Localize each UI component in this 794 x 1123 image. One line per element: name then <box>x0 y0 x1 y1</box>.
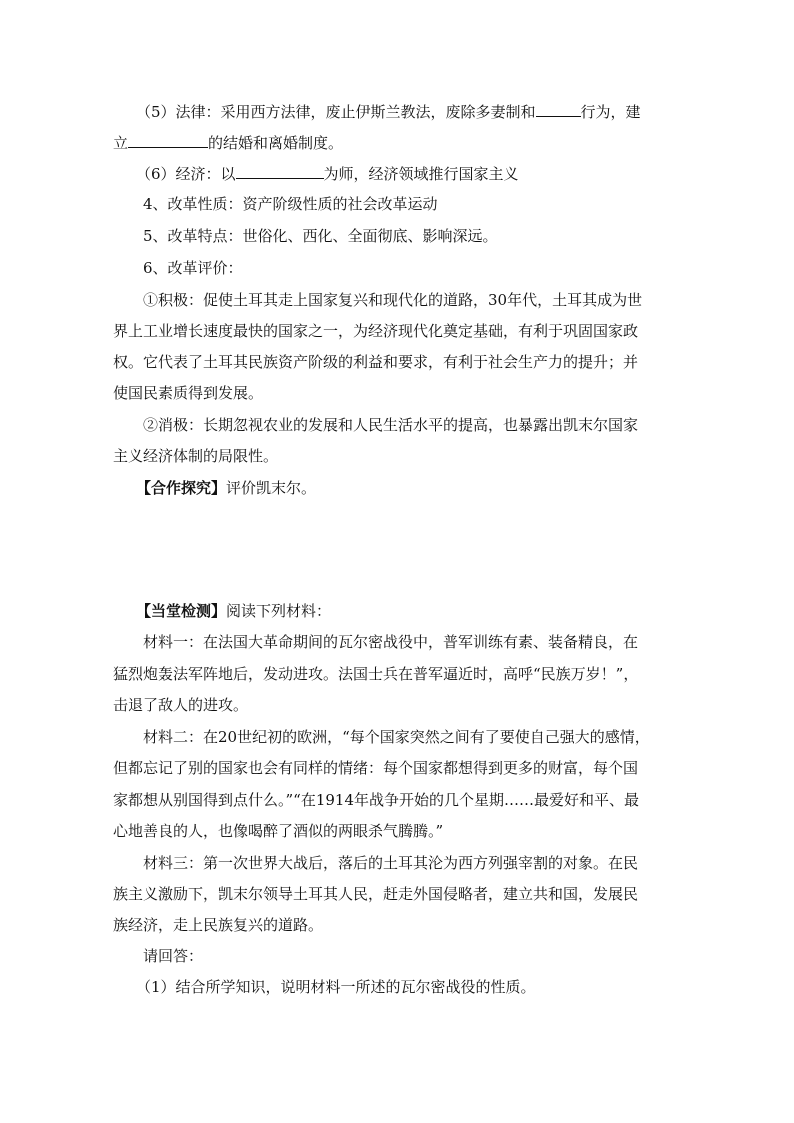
material2-line-2: 但都忘记了别的国家也会有同样的情绪：每个国家都想得到更多的财富，每个国 <box>113 759 639 777</box>
class-test <box>136 601 706 621</box>
material3-line-3: 族经济，走上民族复兴的道路。 <box>113 916 324 934</box>
cooperate-inquiry <box>136 478 706 498</box>
economy-text-1: （6）经济：以 <box>136 165 236 183</box>
question-1: （1）结合所学知识，说明材料一所述的瓦尔密战役的性质。 <box>136 978 536 996</box>
positive-line-4: 使国民素质得到发展。 <box>113 384 264 402</box>
negative-line-1: ②消极：长期忽视农业的发展和人民生活水平的提高，也暴露出凯末尔国家 <box>143 416 639 434</box>
positive-line-1: ①积极：促使土耳其走上国家复兴和现代化的道路，30年代，土耳其成为世 <box>143 291 643 309</box>
test-label: 【当堂检测】 <box>136 602 227 620</box>
economy-text-2: 为师，经济领域推行国家主义 <box>323 165 519 183</box>
material2-line-3: 家都想从别国得到点什么。”“在1914年战争开始的几个星期……最爱好和平、最 <box>113 791 640 809</box>
law-line-2 <box>113 132 683 153</box>
material1-line-2: 猛烈炮轰法军阵地后，发动进攻。法国士兵在普军逼近时，高呼“民族万岁！”， <box>113 665 639 683</box>
reform-features: 5、改革特点：世俗化、西化、全面彻底、影响深远。 <box>143 227 498 245</box>
positive-line-2: 界上工业增长速度最快的国家之一，为经济现代化奠定基础，有利于巩固国家政 <box>113 322 639 340</box>
material2-line-4: 心地善良的人，也像喝醉了酒似的两眼杀气腾腾。” <box>113 822 444 840</box>
law-line-1 <box>136 101 706 122</box>
fill-blank-1[interactable] <box>536 101 581 117</box>
cooperate-label: 【合作探究】 <box>136 479 227 497</box>
cooperate-text: 评价凯末尔。 <box>226 479 317 497</box>
law-text-4: 的结婚和离婚制度。 <box>208 134 344 152</box>
material1-line-1: 材料一：在法国大革命期间的瓦尔密战役中，普军训练有素、装备精良，在 <box>143 633 639 651</box>
material3-line-1: 材料三：第一次世界大战后，落后的土耳其沦为西方列强宰割的对象。在民 <box>143 854 639 872</box>
law-text-1: （5）法律：采用西方法律，废止伊斯兰教法，废除多妻制和 <box>136 103 536 121</box>
material1-line-3: 击退了敌人的进攻。 <box>113 696 249 714</box>
law-text-3: 立 <box>113 134 129 152</box>
material2-line-1: 材料二：在20世纪初的欧洲，“每个国家突然之间有了要使自己强大的感情， <box>143 728 650 746</box>
reform-evaluation-title: 6、改革评价： <box>143 259 243 277</box>
test-text: 阅读下列材料： <box>226 602 332 620</box>
fill-blank-2[interactable] <box>128 132 208 148</box>
negative-line-2: 主义经济体制的局限性。 <box>113 447 279 465</box>
fill-blank-3[interactable] <box>236 163 324 179</box>
positive-line-3: 权。它代表了土耳其民族资产阶级的利益和要求，有利于社会生产力的提升；并 <box>113 353 639 371</box>
reform-nature: 4、改革性质：资产阶级性质的社会改革运动 <box>143 195 438 213</box>
question-intro: 请回答： <box>143 947 204 965</box>
material3-line-2: 族主义激励下，凯末尔领导土耳其人民，赶走外国侵略者，建立共和国，发展民 <box>113 885 639 903</box>
economy-line <box>136 163 706 184</box>
law-text-2: 行为，建 <box>580 103 641 121</box>
